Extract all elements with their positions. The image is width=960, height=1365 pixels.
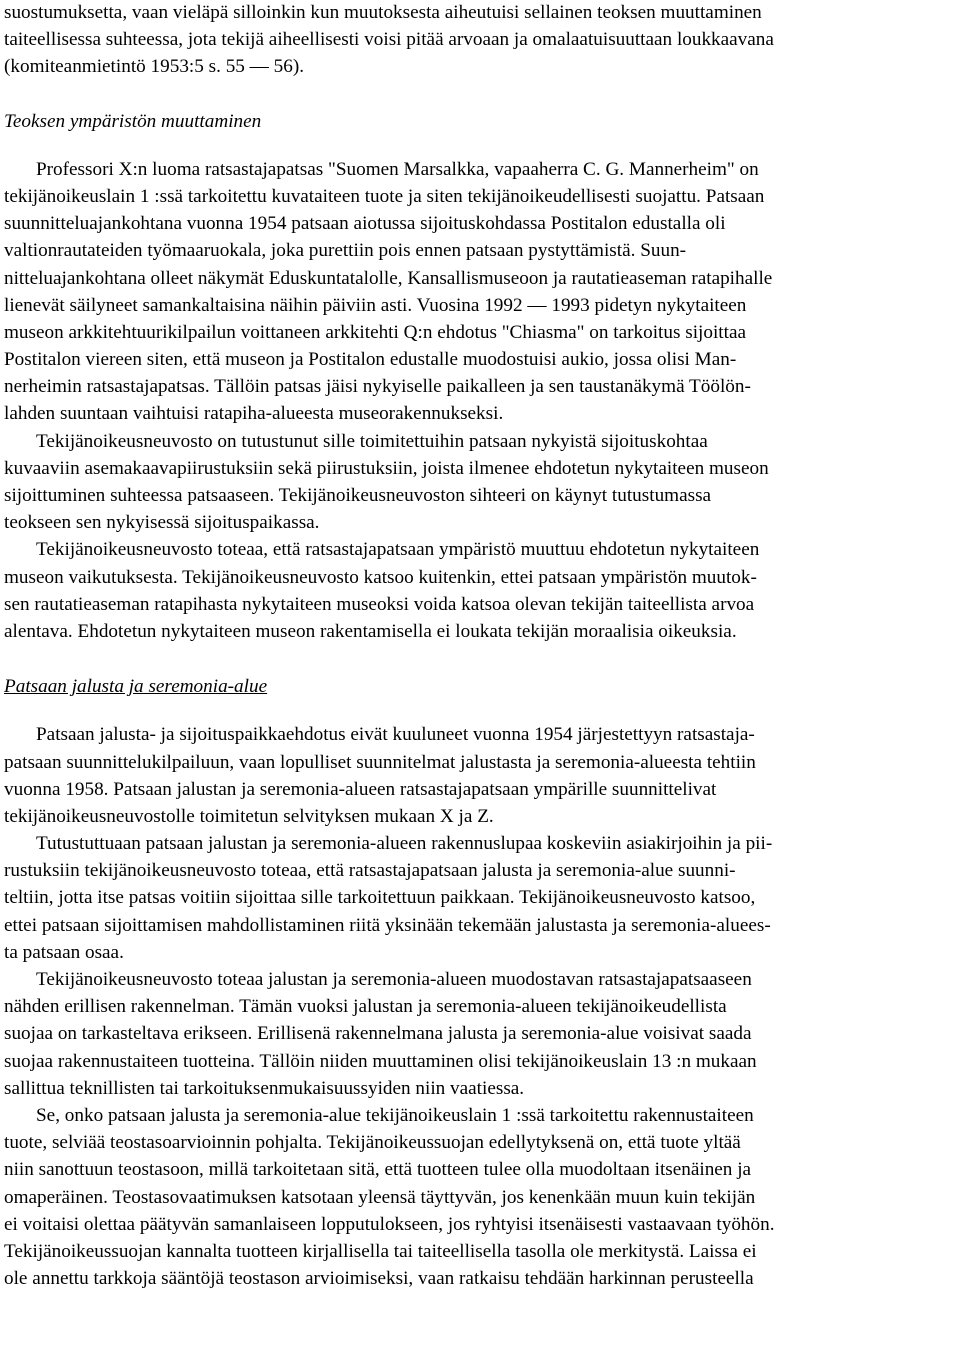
text-line: Se, onko patsaan jalusta ja seremonia-alue tekijänoikeuslain 1 :ssä tarkoitettu rakennustaiteen [36,1104,754,1126]
text-line: suojaa rakennustaiteen tuotteina. Tällöin niiden muuttaminen olisi tekijänoikeuslain 13 :n mukaan [4,1050,757,1072]
text-line: niin sanottuun teostasoon, millä tarkoitetaan sitä, että tuotteen tulee olla muodoltaan itsenäinen ja [4,1159,752,1181]
text-line: Tutustuttuaan patsaan jalustan ja seremonia-alueen rakennuslupaa koskeviin asiakirjoihin ja pii- [36,833,773,855]
text-line: suostumuksetta, vaan vieläpä silloinkin kun muutoksesta aiheutuisi sellainen teoksen muuttaminen [4,2,762,23]
section-heading-patsaan-jalusta: Patsaan jalusta ja seremonia-alue [4,676,268,698]
text-line: valtionrautateiden työmaaruokala, joka purettiin pois ennen patsaan pystyttämistä. Suun- [4,240,687,262]
document-page [4,0,954,1292]
text-line: Tekijänoikeusneuvosto toteaa, että ratsastajapatsaan ympäristö muuttuu ehdotetun nykytaiteen [36,539,760,561]
text-line: museon vaikutuksesta. Tekijänoikeusneuvosto katsoo kuitenkin, ettei patsaan ympäristön muutok- [4,566,757,588]
text-line: sallittua teknillisten tai tarkoituksenmukaisuussyiden niin vaatiessa. [4,1077,525,1099]
text-line: tekijänoikeuslain 1 :ssä tarkoitettu kuvataiteen tuote ja siten tekijänoikeudellisesti suojattu. Patsaan [4,185,765,207]
text-line: alentava. Ehdotetun nykytaiteen museon rakentamisella ei loukata tekijän moraalisia oikeuksia. [4,620,737,642]
text-line: nähden erillisen rakennelman. Tämän vuoksi jalustan ja seremonia-alueen tekijänoikeudellista [4,996,727,1018]
intro-paragraph [4,0,954,81]
section1-body [4,156,954,645]
text-line: teltiin, jotta itse patsas voitiin sijoittaa sille tarkoitettuun paikkaan. Tekijänoikeusneuvosto katsoo, [4,887,756,909]
text-line: ei voitaisi olettaa päätyvän samanlaiseen lopputulokseen, jos ryhtyisi itsenäisesti vastaavaan työhön. [4,1213,775,1235]
text-line: Patsaan jalusta- ja sijoituspaikkaehdotus eivät kuuluneet vuonna 1954 järjestettyyn ratsastaja- [36,724,755,746]
text-line: museon arkkitehtuurikilpailun voittaneen arkkitehti Q:n ehdotus "Chiasma" on tarkoitus sijoittaa [4,321,746,343]
text-line: rustuksiin tekijänoikeusneuvosto toteaa, että ratsastajapatsaan jalusta ja seremonia-alue suunni- [4,860,736,882]
section2-body [4,721,954,1292]
text-line: Professori X:n luoma ratsastajapatsas "Suomen Marsalkka, vapaaherra C. G. Mannerheim" on [36,158,759,180]
text-line: sijoittuminen suhteessa patsaaseen. Tekijänoikeusneuvoston sihteeri on käynyt tutustumassa [4,485,712,506]
text-line: Tekijänoikeusneuvosto toteaa jalustan ja seremonia-alueen muodostavan ratsastajapatsaaseen [36,969,752,990]
text-line: (komiteanmietintö 1953:5 s. 55 — 56). [4,56,305,78]
text-line: ole annettu tarkkoja sääntöjä teostason arvioimiseksi, vaan ratkaisu tehdään harkinnan perusteella [4,1268,754,1290]
text-line: vuonna 1958. Patsaan jalustan ja seremonia-alueen ratsastajapatsaan ympärille suunnittelivat [4,778,717,800]
text-line: omaperäinen. Teostasovaatimuksen katsotaan yleensä täyttyvän, jos kenenkään muun kuin tekijän [4,1186,756,1208]
text-line: tuote, selviää teostasoarvioinnin pohjalta. Tekijänoikeussuojan edellytyksenä on, että tuote yltää [4,1132,741,1154]
text-line: tekijänoikeusneuvostolle toimitetun selvityksen mukaan X ja Z. [4,805,494,827]
text-line: suunnitteluajankohtana vuonna 1954 patsaan aiotussa sijoituskohdassa Postitalon edustalla oli [4,213,726,235]
text-line: Postitalon viereen siten, että museon ja Postitalon edustalle muodostuisi aukio, jossa olisi Man- [4,349,737,371]
text-line: taiteellisessa suhteessa, jota tekijä aiheellisesti voisi pitää arvoaan ja omalaatuisuuttaan loukkaavana [4,29,774,51]
text-line: Tekijänoikeusneuvosto on tutustunut sille toimitettuihin patsaan nykyistä sijoituskohtaa [36,430,708,452]
text-line: Tekijänoikeussuojan kannalta tuotteen kirjallisella tai taiteellisella tasolla ole merkitystä. Laissa ei [4,1240,757,1262]
text-line: suojaa on tarkasteltava erikseen. Erillisenä rakennelmana jalusta ja seremonia-alue voisivat saada [4,1023,752,1045]
text-line: patsaan suunnittelukilpailuun, vaan lopulliset suunnitelmat jalustasta ja seremonia-alueesta tehtiin [4,751,756,773]
section-heading-teoksen-ymparisto: Teoksen ympäristön muuttaminen [4,110,262,132]
text-line: nerheimin ratsastajapatsas. Tällöin patsas jäisi nykyiselle paikalleen ja sen taustanäkymä Töölön- [4,376,751,398]
text-line: ettei patsaan sijoittamisen mahdollistaminen riitä yksinään tekemään jalustasta ja seremonia-aluees- [4,914,771,936]
text-line: sen rautatieaseman ratapihasta nykytaiteen museoksi voida katsoa olevan tekijän taiteellista arvoa [4,593,755,615]
text-line: teokseen sen nykyisessä sijoituspaikassa. [4,512,320,534]
text-line: lahden suuntaan vaihtuisi ratapiha-alueesta museorakennukseksi. [4,403,504,425]
text-line: lienevät säilyneet samankaltaisina näihin päiviin asti. Vuosina 1992 — 1993 pidetyn nykytaiteen [4,294,747,316]
text-line: nitteluajankohtana olleet näkymät Eduskuntatalolle, Kansallismuseoon ja rautatieaseman ratapihalle [4,267,773,289]
text-line: ta patsaan osaa. [4,941,124,963]
text-line: kuvaaviin asemakaavapiirustuksiin sekä piirustuksiin, joista ilmenee ehdotetun nykytaiteen museon [4,457,769,479]
